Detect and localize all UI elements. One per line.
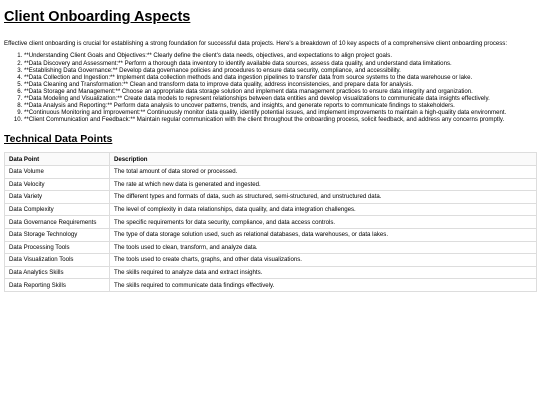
table-row [5, 254, 537, 267]
table-row [5, 203, 537, 216]
list-item: 2. **Data Discovery and Assessment:** Perform a thorough data inventory to identify available data sources, assess data quality, and understand data limitations. [24, 60, 536, 67]
data-point-cell: Data Processing Tools [5, 241, 110, 254]
description-cell: The type of data storage solution used, such as relational databases, data warehouses, or data lakes. [110, 228, 537, 241]
aspects-list [4, 52, 536, 123]
column-header-data-point: Data Point [5, 153, 110, 166]
description-cell: The tools used to clean, transform, and analyze data. [110, 241, 537, 254]
technical-data-table [4, 152, 537, 292]
data-point-cell: Data Volume [5, 165, 110, 178]
list-item: 10. **Client Communication and Feedback:** Maintain regular communication with the client throughout the onboarding process, solicit feedback, and address any concerns promptly. [24, 116, 536, 123]
list-item: 3. **Establishing Data Governance:** Develop data governance policies and procedures to ensure data security, compliance, and accessibility. [24, 67, 536, 74]
description-cell: The skills required to analyze data and extract insights. [110, 266, 537, 279]
table-row [5, 191, 537, 204]
data-point-cell: Data Variety [5, 191, 110, 204]
table-row [5, 216, 537, 229]
intro-paragraph: Effective client onboarding is crucial for establishing a strong foundation for successful data projects. Here's a breakdown of 10 key aspects of a comprehensive client onboarding process: [4, 40, 508, 47]
description-cell: The different types and formats of data, such as structured, semi-structured, and unstructured data. [110, 191, 537, 204]
description-cell: The specific requirements for data security, compliance, and data access controls. [110, 216, 537, 229]
data-point-cell: Data Visualization Tools [5, 254, 110, 267]
list-item: 5. **Data Cleaning and Transformation:** Clean and transform data to improve data quality, address inconsistencies, and prepare data for analysis. [24, 81, 536, 88]
table-row [5, 279, 537, 292]
page-title: Client Onboarding Aspects [4, 9, 191, 25]
data-point-cell: Data Storage Technology [5, 228, 110, 241]
list-item: 4. **Data Collection and Ingestion:** Implement data collection methods and data ingestion pipelines to transfer data from source systems to the data warehouse or lake. [24, 74, 536, 81]
data-point-cell: Data Reporting Skills [5, 279, 110, 292]
section-title: Technical Data Points [4, 133, 113, 146]
description-cell: The skills required to communicate data findings effectively. [110, 279, 537, 292]
data-point-cell: Data Governance Requirements [5, 216, 110, 229]
column-header-description: Description [110, 153, 537, 166]
data-point-cell: Data Complexity [5, 203, 110, 216]
table-row [5, 266, 537, 279]
list-item: 6. **Data Storage and Management:** Choose an appropriate data storage solution and implement data management practices to ensure data integrity and organization. [24, 88, 536, 95]
table-row [5, 165, 537, 178]
data-point-cell: Data Velocity [5, 178, 110, 191]
list-item: 9. **Continuous Monitoring and Improvement:** Continuously monitor data quality, identify potential issues, and implement improvements to maintain a high-quality data environment. [24, 109, 536, 116]
list-item: 7. **Data Modeling and Visualization:** Create data models to represent relationships between data entities and develop visualizations to communicate data insights effectively. [24, 95, 536, 102]
description-cell: The level of complexity in data relationships, data quality, and data integration challenges. [110, 203, 537, 216]
table-header-row [5, 153, 537, 166]
list-item: 8. **Data Analysis and Reporting:** Perform data analysis to uncover patterns, trends, and insights, and generate reports to communicate findings to stakeholders. [24, 102, 536, 109]
table-row [5, 241, 537, 254]
table-row [5, 228, 537, 241]
table-row [5, 178, 537, 191]
description-cell: The tools used to create charts, graphs, and other data visualizations. [110, 254, 537, 267]
description-cell: The total amount of data stored or processed. [110, 165, 537, 178]
data-point-cell: Data Analytics Skills [5, 266, 110, 279]
list-item: 1. **Understanding Client Goals and Objectives:** Clearly define the client's data needs, objectives, and expectations to align project goals. [24, 52, 536, 59]
description-cell: The rate at which new data is generated and ingested. [110, 178, 537, 191]
